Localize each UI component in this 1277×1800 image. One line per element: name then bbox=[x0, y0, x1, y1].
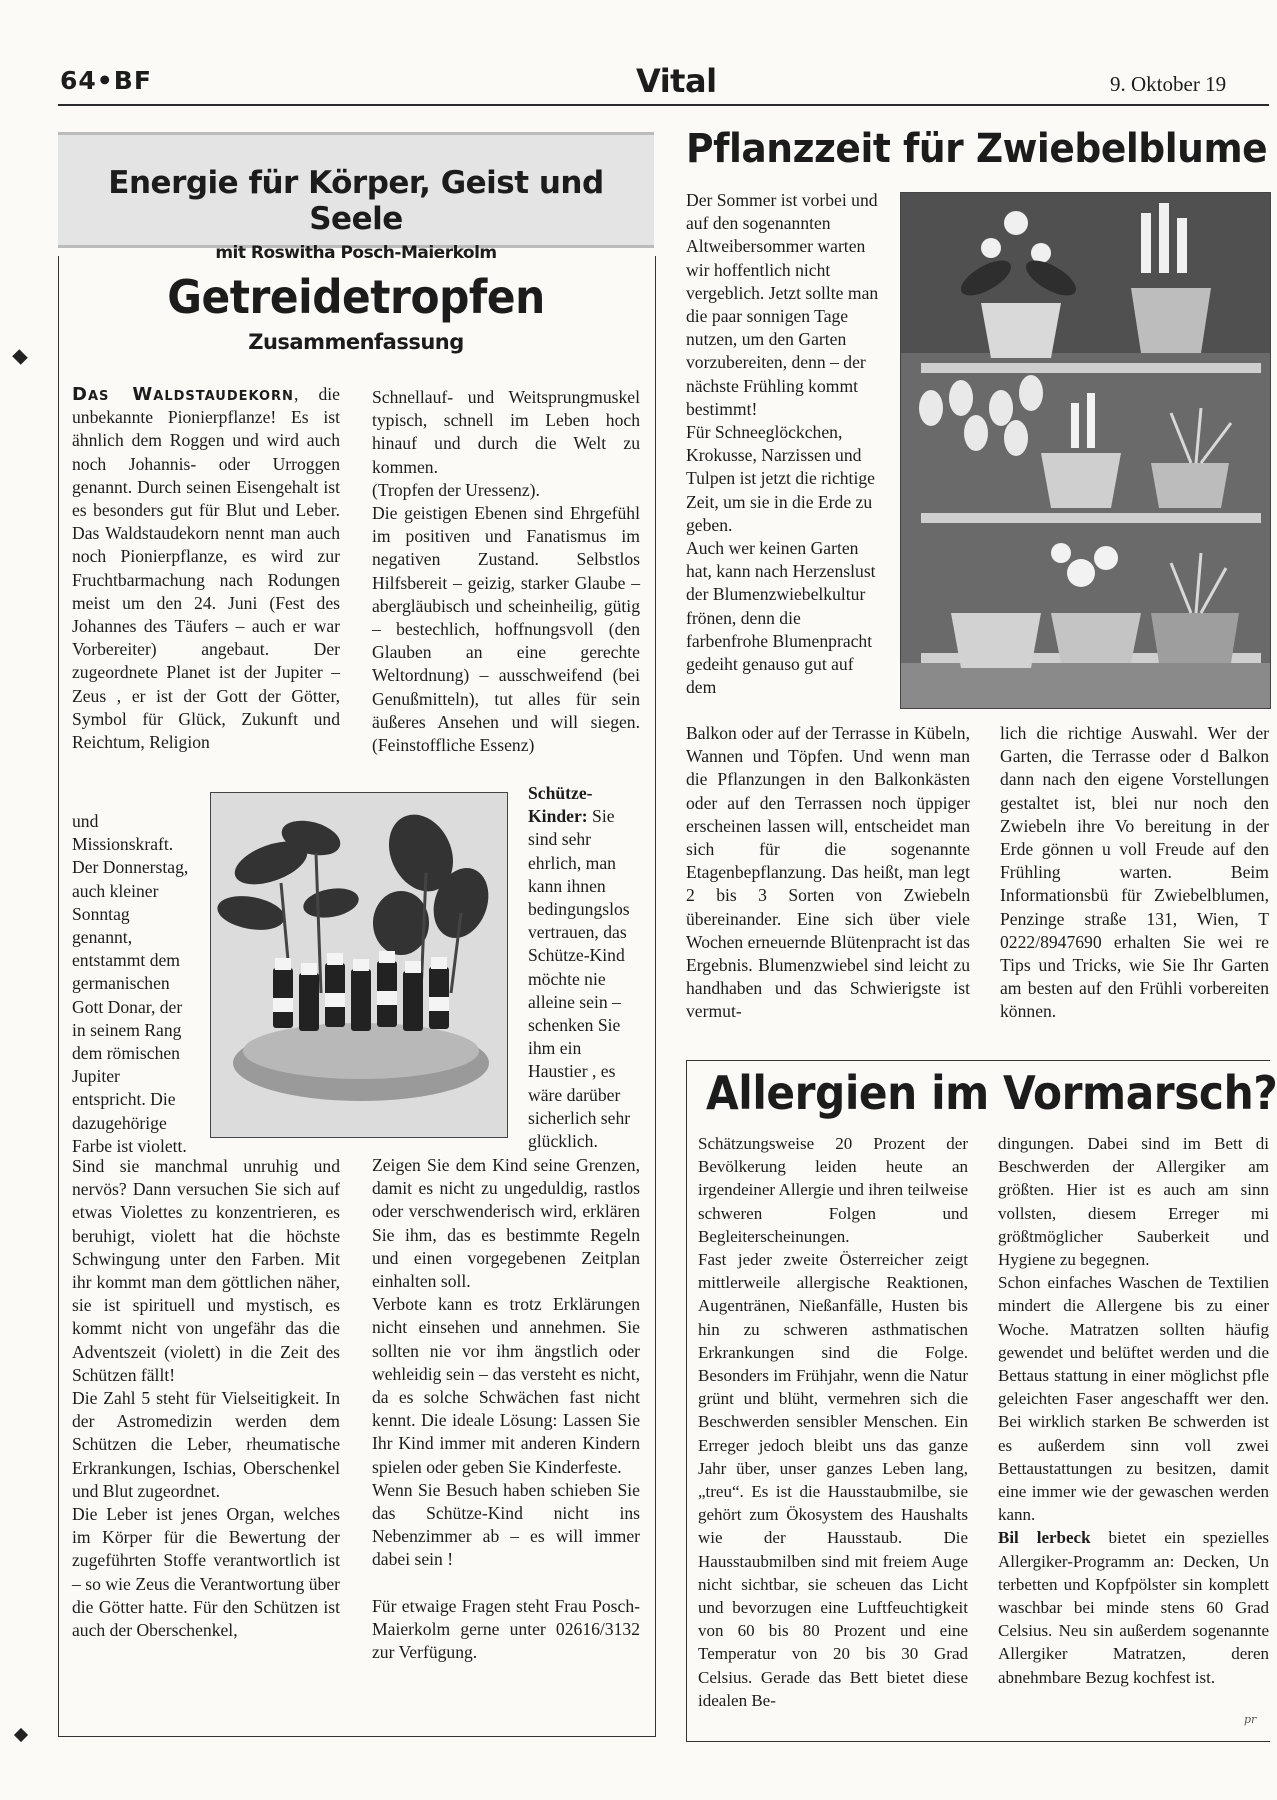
paragraph: Sind sie manchmal unruhig und nervös? Dann versuchen Sie sich auf etwas Violettes zu konzentrieren, es beruhigt, violett hat die höchste Schwingung unter den Farben. Mit ihr kommt man dem göttlichen näher, sie ist spirituell und mystisch, es kommt nicht von ungefähr das die Adventszeit (violett) in die Zeit des Schützen fällt! bbox=[72, 1156, 340, 1385]
paragraph: Die Leber ist jenes Organ, welches im Körper für die Bewertung der zugeführten Stoffe verantwortlich ist – so wie Zeus die Verantwortung über die Götter hatte. Für den Schützen ist auch der Oberschenkel, bbox=[72, 1504, 340, 1641]
paragraph: Für Schneeglöckchen, Krokusse, Narzissen und Tulpen ist jetzt die richtige Zeit, um sie in die Erde zu geben. bbox=[686, 422, 875, 535]
paragraph: Wenn Sie Besuch haben schieben Sie das Schütze-Kind nicht ins Nebenzimmer ab – es will immer dabei sein ! bbox=[372, 1479, 640, 1570]
paragraph: Verbote kann es trotz Erklärungen nicht einsehen und annehmen. Sie sollten nie vor ihm ängstlich oder wehleidig sein – das versteht es nicht, da es solche Schwächen fast nicht kennt. Die ideale Lösung: Lassen Sie Ihr Kind immer mit anderen Kindern spielen oder geben Sie Kinderfeste. bbox=[372, 1294, 640, 1477]
paragraph: Balkon oder auf der Terrasse in Kübeln, Wannen und Töpfen. Und wenn man die Pflanzungen in den Balkonkästen oder auf den Terrassen noch üppiger erscheinen lassen will, entscheidet man sich für die sogenannte Etagenbepflanzung. Das heißt, man legt 2 bis 3 Sorten von Zwiebeln übereinander. Eine sich über viele Wochen erneuernde Blütenpracht ist das Ergebnis. Blumenzwiebel sind leicht zu handhaben und das Schwierigste ist vermut- bbox=[686, 723, 970, 1022]
page-number: 64•BF bbox=[60, 66, 152, 95]
paragraph: Sie sind sehr ehrlich, man kann ihnen bedingungslos vertrauen, das Schütze-Kind möchte nie alleine sein – schenken Sie ihm ein Haustier , es wäre darüber sicherlich sehr glücklich. bbox=[528, 806, 631, 1152]
text-span: , bbox=[293, 384, 319, 404]
paragraph: die unbekannte Pionierpflanze! Es ist ähnlich dem Roggen und wird auch noch Johannis- oder Urroggen genannt. Durch seinen Eisengehalt ist es besonders gut für Blut und Leber. Das Waldstaudekorn nennt man auch noch Pionierpflanze, es wird zur Fruchtbarmachung nach Rodungen meist um den 24. Juni (Fest des Johannes des Täufers – auch er war Vorbereiter) angebaut. Der zugeordnete Planet ist der Jupiter – Zeus , er ist der Gott der Götter, Symbol für Glück, Zukunft und Reichtum, Religion bbox=[72, 384, 340, 753]
pflanz-col1-bottom bbox=[686, 722, 970, 1050]
paragraph: bietet ein spezielles Allergiker-Programm an: Decken, Un terbetten und Kopfpölster sin komplett waschbar bei minde stens 60 Grad Celsius. Neu sin außerdem sogenannte Allergiker Matratzen, deren abnehmbare Bezug kochfest ist. bbox=[998, 1528, 1269, 1687]
getreide-col2-bottom bbox=[372, 1154, 640, 1734]
pflanz-col2 bbox=[1000, 722, 1269, 1050]
paragraph: (Tropfen der Uressenz). bbox=[372, 479, 540, 500]
paragraph: dingungen. Dabei sind im Bett di Beschwerden der Allergiker am größten. Hier ist es auch am sinn vollsten, diesem Erreger mi größtmöglicher Sauberkeit und Hygiene zu begegnen. bbox=[998, 1134, 1269, 1270]
paragraph: lich die richtige Auswahl. Wer der Garten, die Terrasse oder d Balkon dann nach den eigene Vorstellungen gestaltet ist, blei nur noch den Zwiebeln ihre Vo bereitung in der Erde gönnen u voll Freude auf den Frühling warten. Beim Informationsbü für Zwiebelblumen, Penzinge straße 131, Wien, T 0222/8947690 erhalten Sie wei re Tips und Tricks, wie Sie Ihr Garten am besten auf den Frühli vorbereiten können. bbox=[1000, 723, 1269, 1022]
getreide-col1-bottom bbox=[72, 1155, 340, 1735]
paragraph: Die Zahl 5 steht für Vielseitigkeit. In der Astromedizin werden dem Schützen die Leber, rheumatische Erkrankungen, Ischias, Oberschenkel und Blut zugeordnet. bbox=[72, 1388, 340, 1501]
paragraph: Die geistigen Ebenen sind Ehrgefühl im positiven und Fanatismus im negativen Zustand. Selbstlos Hilfsbereit – geizig, starker Glaube – abergläubisch und scheinheilig, gütig – bestechlich, hoffnungsvoll (den Glauben an eine gerechte Weltordnung) – ausschweifend (bei Genußmitteln), tut alles für sein äußeres Ansehen und will siegen. (Feinstoffliche Essenz) bbox=[372, 503, 640, 756]
getreide-col2-beside-photo bbox=[528, 782, 641, 1154]
bottles-illustration bbox=[211, 793, 507, 1137]
paragraph: Schnellauf- und Weitsprungmuskel typisch, schnell im Leben hoch hinauf und durch die Welt zu kommen. bbox=[372, 387, 640, 477]
article-title-pflanzzeit: Pflanzzeit für Zwiebelblume bbox=[686, 126, 1268, 172]
paragraph: Schon einfaches Waschen de Textilien mindert die Allergene bis zu einer Woche. Matratzen sollten häufig gewendet und belüftet werden und die Bettaus stattung in einer möglichst pfle geleichten Faser angeschafft wer den. Bei wirklich starken Be schwerden ist es außerdem sinn voll zwei Bettaustattungen zu besitzen, damit eine immer wie der gewaschen werden kann. bbox=[998, 1273, 1269, 1525]
paragraph: Zeigen Sie dem Kind seine Grenzen, damit es nicht zu ungeduldig, rastlos oder verschwenderisch wird, erklären Sie ihm, das es bestimmte Regeln und einen vorgegebenen Zeitplan einhalten soll. bbox=[372, 1155, 640, 1292]
getreide-col1-beside-photo bbox=[72, 810, 190, 1155]
bold-lead: Schütze-Kinder: bbox=[528, 783, 593, 827]
getreide-col2-top bbox=[372, 386, 640, 782]
flowers-illustration bbox=[901, 193, 1270, 708]
photo-essence-bottles bbox=[210, 792, 508, 1138]
column-header-box bbox=[58, 132, 654, 263]
article-subtitle-getreide: Zusammenfassung bbox=[248, 330, 464, 354]
getreide-col1-top bbox=[72, 383, 340, 753]
bold-brand: Bil lerbeck bbox=[998, 1528, 1091, 1548]
signoff: pr bbox=[1244, 1713, 1257, 1726]
binding-mark bbox=[14, 1728, 28, 1742]
header-rule bbox=[58, 104, 1269, 106]
column-title: Energie für Körper, Geist und Seele bbox=[108, 165, 604, 237]
allergie-col2 bbox=[998, 1132, 1269, 1732]
paragraph: Für etwaige Fragen steht Frau Posch-Maierkolm gerne unter 02616/3132 zur Verfügung. bbox=[372, 1595, 640, 1663]
binding-mark bbox=[12, 349, 28, 365]
paragraph: Fast jeder zweite Österreicher zeigt mittlerweile allergische Reaktionen, Augentränen, Nießanfälle, Husten bis hin zu schweren asthmatischen Erkrankungen sind die Folge. Besonders im Frühjahr, wenn die Natur grünt und blüht, vermehren sich die Beschwerden sensibler Menschen. Ein Erreger jedoch bleibt uns das ganze Jahr über, unser ganzes Leben lang, „treu“. Es ist die Hausstaubmilbe, sie gehört zum Ökosystem des Haushalts wie der Hausstaub. Die Hausstaubmilben sind mit freiem Auge nicht sichtbar, sie scheuen das Licht und bevorzugen eine Luftfeuchtigkeit von 60 bis 80 Prozent und eine Temperatur von 20 bis 30 Grad Celsius. Gerade das Bett bietet diese idealen Be- bbox=[698, 1250, 968, 1710]
paragraph: Der Sommer ist vorbei und auf den sogenannten Altweibersommer warten wir hoffentlich nicht vergeblich. Jetzt sollte man die paar sonnigen Tage nutzen, um den Garten vorzubereiten, denn – der nächste Frühling kommt bestimmt! bbox=[686, 190, 879, 419]
section-title: Vital bbox=[636, 62, 717, 100]
allergie-col1 bbox=[698, 1132, 968, 1732]
paragraph: Auch wer keinen Garten hat, kann nach Herzenslust der Blumenzwiebelkultur frönen, denn die farbenfrohe Blumenpracht gedeiht genauso gut auf dem bbox=[686, 538, 876, 698]
issue-date: 9. Oktober 19 bbox=[1110, 72, 1227, 96]
column-author: mit Roswitha Posch-Maierkolm bbox=[215, 243, 497, 263]
photo-bulb-flowers bbox=[900, 192, 1271, 709]
article-title-getreide: Getreidetropfen bbox=[167, 270, 545, 324]
article-title-allergien: Allergien im Vormarsch? bbox=[706, 1066, 1277, 1120]
pflanz-col1-beside-photo bbox=[686, 189, 886, 729]
paragraph: und Missionskraft. Der Donnerstag, auch kleiner Sonntag genannt, entstammt dem germanischen Gott Donar, der in seinem Rang dem römischen Jupiter entspricht. Die dazugehörige Farbe ist violett. bbox=[72, 811, 189, 1156]
article-lead: Das Waldstaudekorn bbox=[72, 384, 294, 405]
paragraph: Schätzungsweise 20 Prozent der Bevölkerung leiden heute an irgendeiner Allergie und ihren teilweise schweren Folgen und Begleiterscheinungen. bbox=[698, 1134, 968, 1246]
